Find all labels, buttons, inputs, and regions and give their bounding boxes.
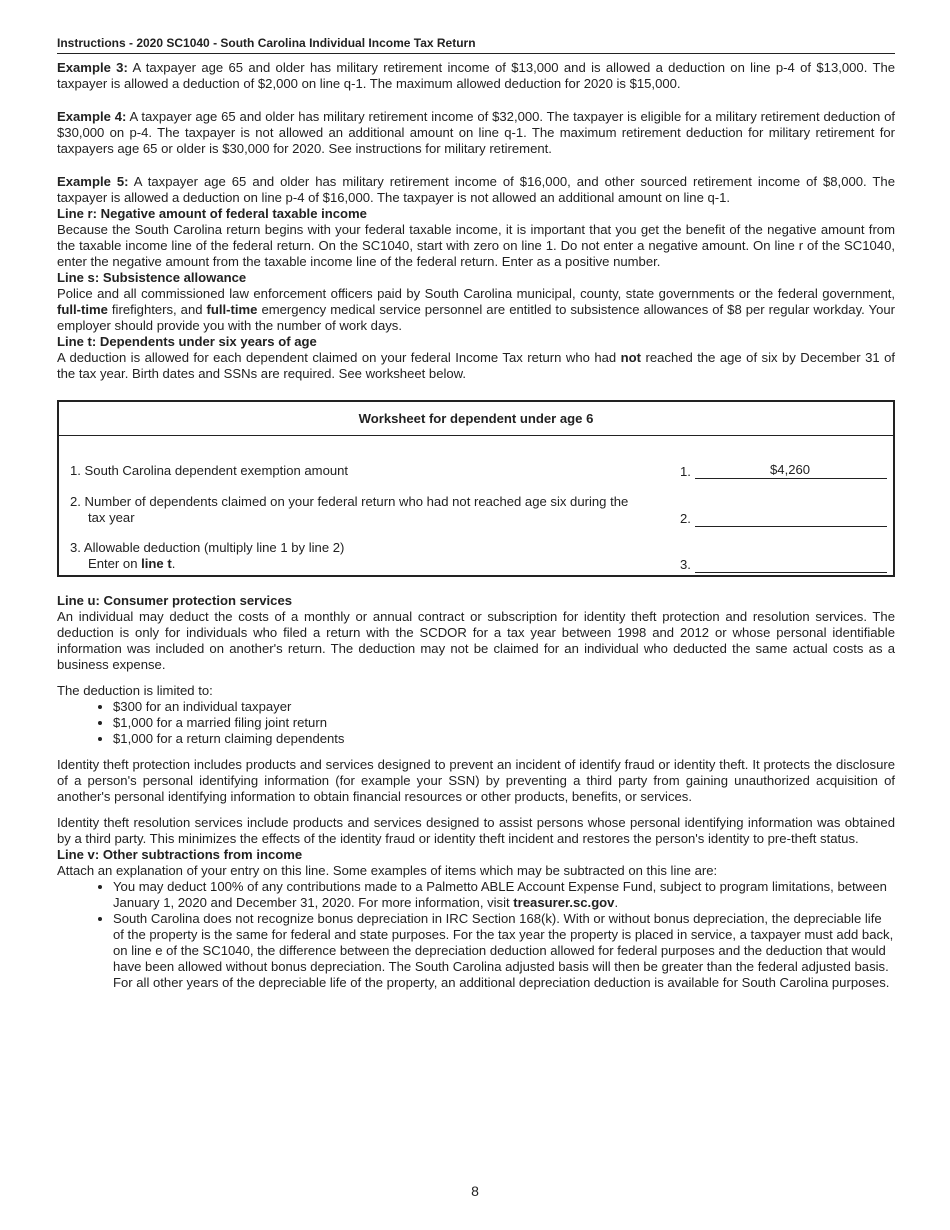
list-item: • $300 for an individual taxpayer	[113, 699, 895, 715]
dependent-worksheet: Worksheet for dependent under age 6 1. South Carolina dependent exemption amount 1. $4,260 2. Number of dependents claimed on your federal return who had not reached age six during the tax year 2. 3. Allowable deduction (multiply line 1 by line 2) Enter on line t. 3.	[57, 400, 895, 577]
list-item: • You may deduct 100% of any contributions made to a Palmetto ABLE Account Expense Fund, subject to program limitations, between January 1, 2020 and December 31, 2020. For more information, visit treasurer.sc.gov.	[113, 879, 895, 911]
line-u-paragraph-2: Identity theft protection includes products and services designed to prevent an incident of identify fraud or identity theft. It protects the disclosure of a person's personal identifying information (for example your SSN) by preventing a third party from gaining unauthorized acquisition of another's personal identifying information to obtain financial resources or other products, benefits, or services.	[57, 757, 895, 804]
line-r-text: Because the South Carolina return begins with your federal taxable income, it is important that you get the benefit of the negative amount from the taxable income line of the federal return. On the SC1040, start with zero on line 1. Do not enter a negative amount. On line r of the SC1040, enter the negative amount from the taxable income line of the federal return. Enter as a positive number.	[57, 222, 895, 269]
line-v-intro: Attach an explanation of your entry on this line. Some examples of items which may be subtracted on this line are:	[57, 863, 718, 878]
line-t-text: A deduction is allowed for each dependent claimed on your federal Income Tax return who had not reached the age of six by December 31 of the tax year. Birth dates and SSNs are required. See worksheet below.	[57, 350, 896, 381]
line-u-limited: The deduction is limited to:	[57, 683, 213, 698]
worksheet-line-2-value[interactable]	[695, 510, 887, 527]
line-u-heading: Line u: Consumer protection services	[57, 593, 293, 608]
deduction-limits-list	[57, 699, 895, 747]
line-s-text: Police and all commissioned law enforcement officers paid by South Carolina municipal, county, state governments or the federal government, full-time firefighters, and full-time emergency medical service personnel are entitled to subsistence allowances of $8 per regular workday. Your employer should provide you with the number of work days.	[57, 286, 896, 333]
line-v-heading: Line v: Other subtractions from income	[57, 847, 303, 862]
worksheet-line-1-value[interactable]: $4,260	[695, 462, 887, 479]
subtractions-list	[57, 879, 895, 991]
worksheet-line-3-value[interactable]	[695, 556, 887, 573]
example-4: Example 4: A taxpayer age 65 and older has military retirement income of $32,000. The taxpayer is eligible for a military retirement deduction of $30,000 on p-4. The taxpayer is not allowed an additional amount on line q-1. The maximum retirement deduction for military retirement for taxpayers age 65 or older is $30,000 for 2020. See instructions for military retirement.	[57, 109, 895, 156]
page-number: 8	[471, 1183, 479, 1199]
document-page	[57, 36, 895, 991]
line-u-paragraph-1: An individual may deduct the costs of a monthly or annual contract or subscription for identity theft protection and resolution services. The deduction is only for individuals who filed a return with the SCDOR for a tax year between 1998 and 2012 or whose personal identifiable information was included on another's return. The deduction may not be claimed for an individual who deducted the same actual costs as a business expense.	[57, 609, 895, 672]
document-header: Instructions - 2020 SC1040 - South Carolina Individual Income Tax Return	[57, 36, 895, 54]
list-item: • South Carolina does not recognize bonus depreciation in IRC Section 168(k). With or without bonus depreciation, the depreciable life of the property is the same for federal and state purposes. For the tax year the property is placed in service, a taxpayer must add back, on line e of the SC1040, the difference between the depreciation deduction allowed for federal purposes and the deduction that would have been allowed without bonus depreciation. The South Carolina adjusted basis will then be greater than the federal adjusted basis. For all other years of the depreciable life of the property, an additional depreciation deduction is available for South Carolina purposes.	[113, 911, 895, 991]
worksheet-title: Worksheet for dependent under age 6	[59, 402, 893, 436]
line-t-heading: Line t: Dependents under six years of age	[57, 334, 317, 349]
example-5: Example 5: A taxpayer age 65 and older has military retirement income of $16,000, and other sourced retirement income of $8,000. The taxpayer is allowed a deduction on line p-4 of $16,000. The taxpayer is not allowed an additional amount on line q-1.	[57, 174, 895, 205]
list-item: • $1,000 for a return claiming dependents	[113, 731, 895, 747]
list-item: • $1,000 for a married filing joint return	[113, 715, 895, 731]
line-s-heading: Line s: Subsistence allowance	[57, 270, 247, 285]
line-u-paragraph-3: Identity theft resolution services include products and services designed to assist persons whose personal identifying information was obtained by a third party. This minimizes the effects of the identity fraud or identity theft incident and restores the person's identity to pre-theft status.	[57, 815, 895, 846]
treasurer-link[interactable]: treasurer.sc.gov	[513, 895, 615, 910]
line-r-heading: Line r: Negative amount of federal taxable income	[57, 206, 367, 221]
example-3: Example 3: A taxpayer age 65 and older has military retirement income of $13,000 and is allowed a deduction on line p-4 of $13,000. The taxpayer is allowed a deduction of $2,000 on line q-1. The maximum allowed deduction for 2020 is $15,000.	[57, 60, 896, 91]
